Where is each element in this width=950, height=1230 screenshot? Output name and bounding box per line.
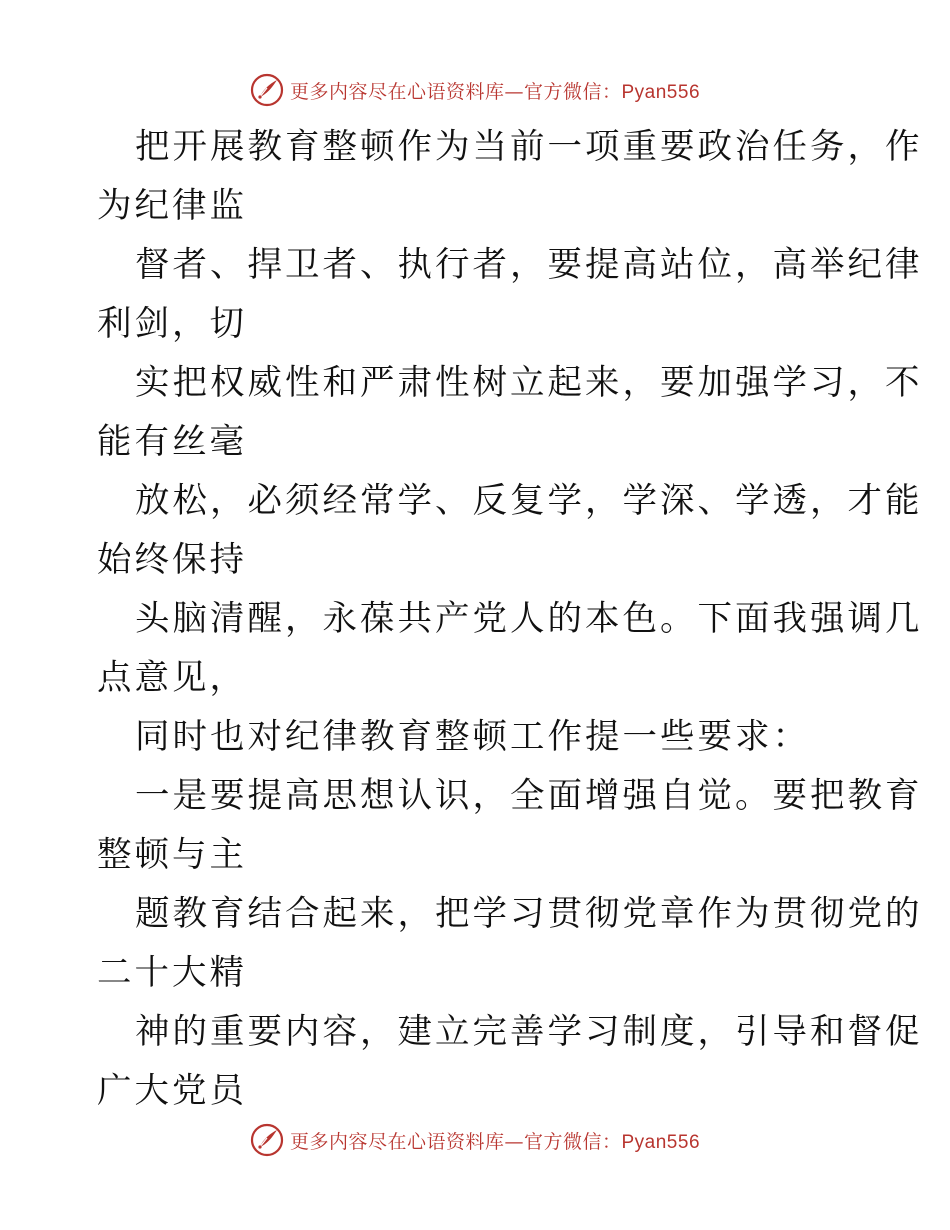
body-line: 神的重要内容，建立完善学习制度，引导和督促: [135, 1012, 923, 1052]
body-line: 点意见，: [97, 658, 247, 698]
watermark-wechat-id: Pyan556: [621, 81, 701, 103]
feather-quill-icon: [250, 1123, 284, 1157]
header-watermark-banner: [0, 70, 950, 110]
body-line: 广大党员: [97, 1071, 247, 1111]
watermark-separator: —: [504, 80, 524, 103]
watermark-wechat-label: 官方微信：: [523, 80, 622, 103]
watermark-site-text: 更多内容尽在心语资料库: [289, 80, 505, 103]
body-line: 整顿与主: [97, 835, 247, 875]
body-line: 题教育结合起来，把学习贯彻党章作为贯彻党的: [135, 894, 923, 934]
body-line: 同时也对纪律教育整顿工作提一些要求：: [135, 717, 810, 757]
body-line: 一是要提高思想认识，全面增强自觉。要把教育: [135, 776, 923, 816]
watermark-text: [290, 77, 700, 104]
body-line: 为纪律监: [97, 186, 247, 226]
body-line: 始终保持: [97, 540, 247, 580]
feather-quill-icon: [250, 73, 284, 107]
body-line: 头脑清醒，永葆共产党人的本色。下面我强调几: [135, 599, 923, 639]
body-line: 实把权威性和严肃性树立起来，要加强学习，不: [135, 363, 923, 403]
document-body: [97, 118, 923, 1121]
watermark-text: [290, 1127, 700, 1154]
body-line: 利剑，切: [97, 304, 247, 344]
body-line: 能有丝毫: [97, 422, 247, 462]
watermark-separator: —: [504, 1130, 524, 1153]
body-line: 放松，必须经常学、反复学，学深、学透，才能: [135, 481, 923, 521]
body-line: 督者、捍卫者、执行者，要提高站位，高举纪律: [135, 245, 923, 285]
watermark-wechat-id: Pyan556: [621, 1131, 701, 1153]
footer-watermark-banner: [0, 1120, 950, 1160]
watermark-site-text: 更多内容尽在心语资料库: [289, 1130, 505, 1153]
body-line: 二十大精: [97, 953, 247, 993]
watermark-wechat-label: 官方微信：: [523, 1130, 622, 1153]
body-line: 把开展教育整顿作为当前一项重要政治任务，作: [135, 127, 923, 167]
